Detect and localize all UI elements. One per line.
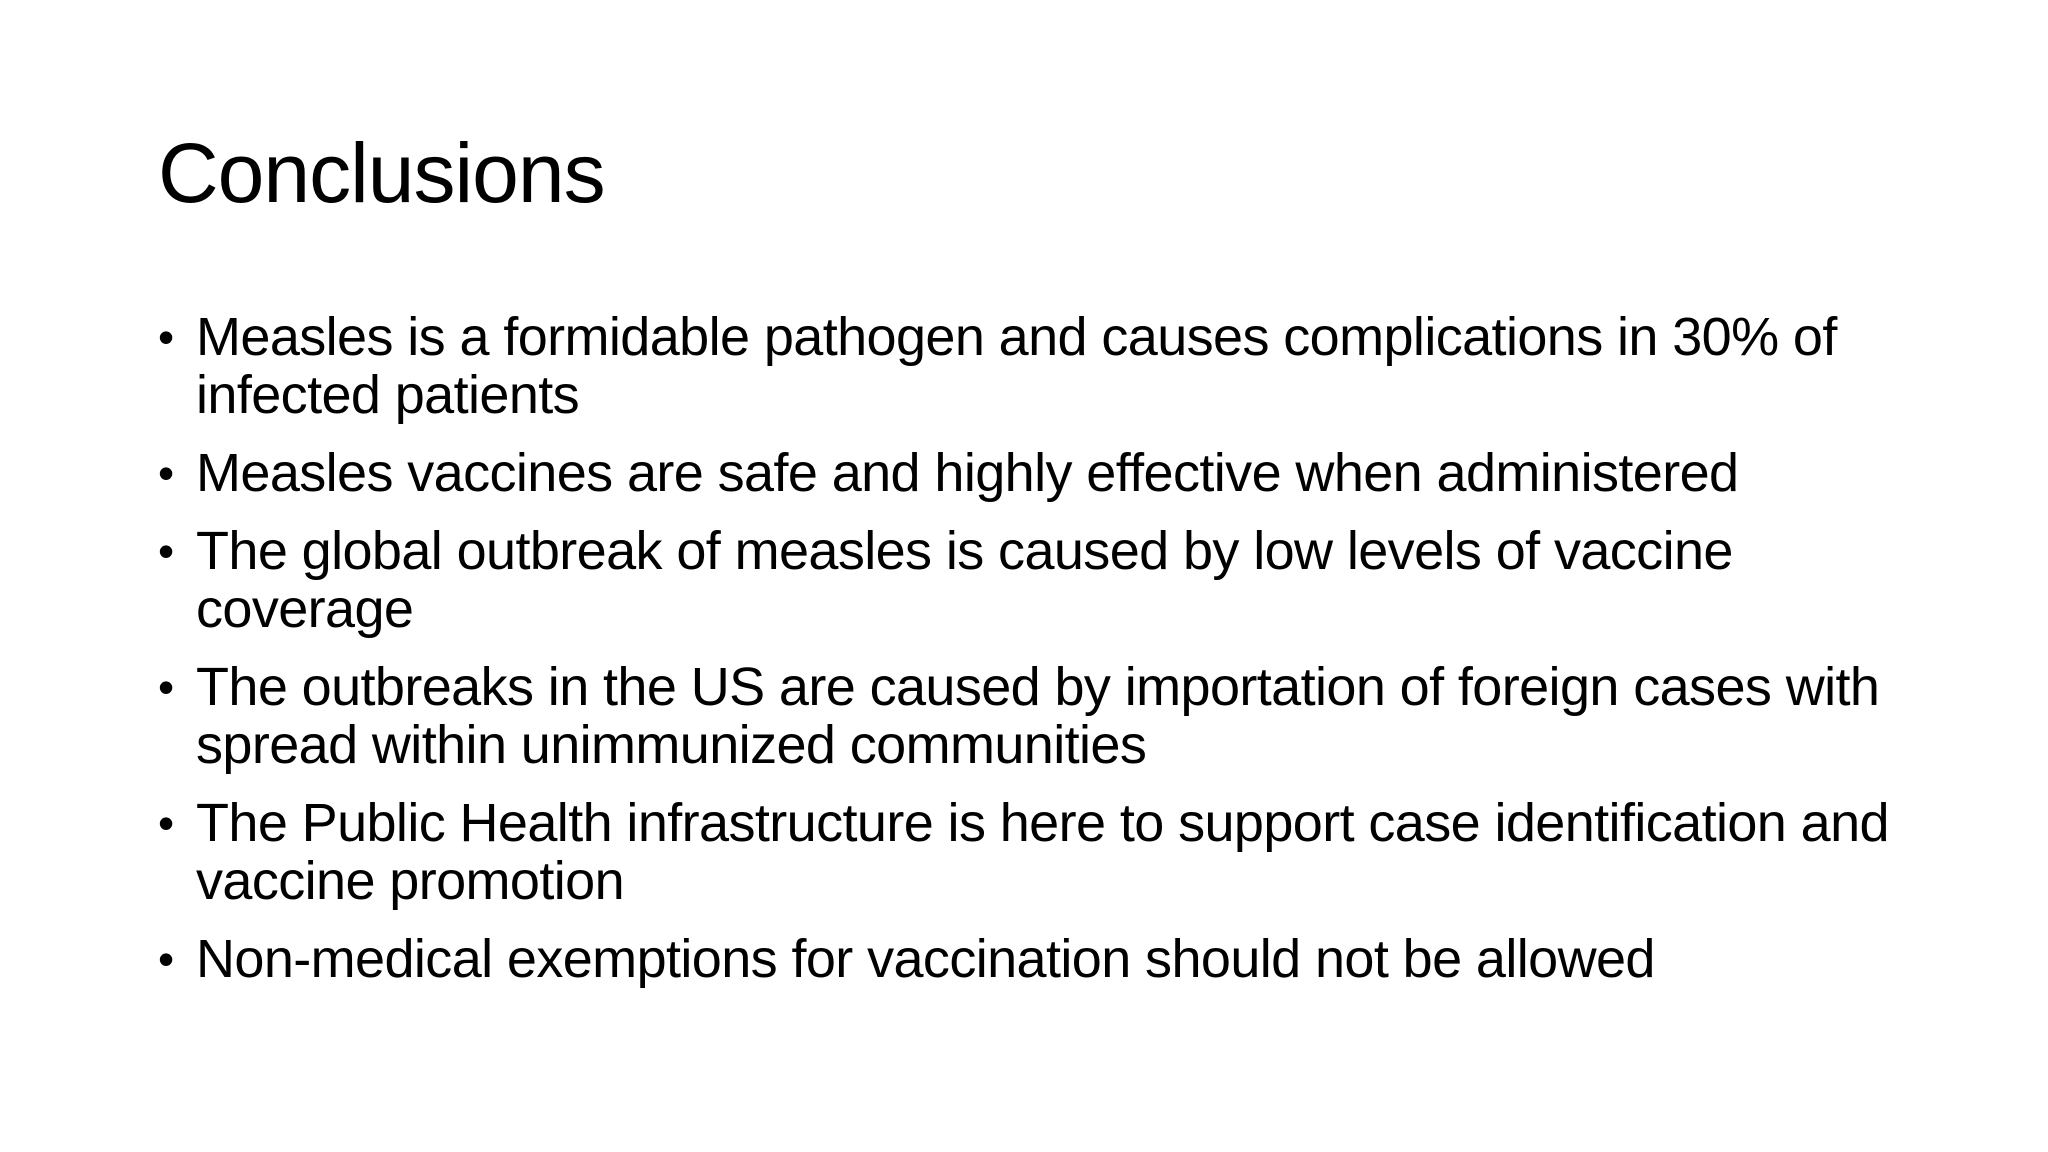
bullet-text: Measles vaccines are safe and highly effective when administered [196, 443, 1739, 503]
bullet-item [158, 522, 1918, 638]
bullet-dot-icon: • [158, 661, 174, 713]
bullet-item [158, 930, 1918, 988]
bullet-text: The Public Health infrastructure is here to support case identification and vaccine promotion [196, 793, 1889, 911]
bullet-dot-icon: • [158, 797, 174, 849]
bullet-text: The outbreaks in the US are caused by importation of foreign cases with spread within unimmunized communities [196, 657, 1880, 775]
slide-title: Conclusions [158, 126, 605, 220]
bullet-text: Measles is a formidable pathogen and causes complications in 30% of infected patients [196, 307, 1837, 425]
bullet-dot-icon: • [158, 311, 174, 363]
bullet-item [158, 794, 1918, 910]
bullet-item [158, 308, 1918, 424]
bullet-item [158, 444, 1918, 502]
bullet-list [158, 308, 1918, 1008]
bullet-dot-icon: • [158, 447, 174, 499]
bullet-item [158, 658, 1918, 774]
bullet-dot-icon: • [158, 933, 174, 985]
bullet-text: Non-medical exemptions for vaccination should not be allowed [196, 929, 1655, 989]
bullet-dot-icon: • [158, 525, 174, 577]
bullet-text: The global outbreak of measles is caused by low levels of vaccine coverage [196, 521, 1733, 639]
